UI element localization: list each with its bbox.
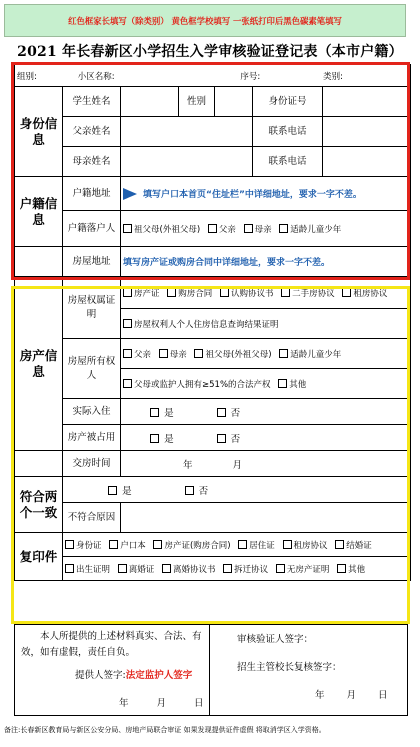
checkbox-icon [281, 288, 290, 297]
mother-name-label: 母亲姓名 [63, 147, 121, 177]
applicant-signature-panel [15, 625, 210, 715]
copies-section: 复印件 [15, 533, 63, 581]
checkbox-icon [217, 434, 226, 443]
ownership-option-rental[interactable]: 租房协议 [342, 287, 387, 299]
owner-option-majority[interactable]: 父母或监护人拥有≥51%的合法产权 [123, 378, 271, 390]
consistency-no-option[interactable]: 否 [185, 483, 209, 497]
ownership-label: 房屋权属证明 [63, 277, 121, 339]
instruction-text: 红色框家长填写（除类别） 黄色框学校填写 一张纸打印后黑色碳素笔填写 [68, 15, 342, 26]
consistency-section: 符合两个一致 [15, 477, 63, 533]
ownership-option-housing-record[interactable]: 房屋权利人个人住房信息查询结果证明 [123, 318, 279, 330]
registration-form [14, 64, 411, 581]
ownership-option-secondhand[interactable]: 二手房协议 [281, 287, 335, 299]
father-phone-field[interactable] [323, 117, 411, 147]
occupied-yes-option[interactable]: 是 [150, 431, 174, 445]
holder-option-child[interactable]: 适龄儿童少年 [279, 223, 341, 235]
house-address-label: 房屋地址 [63, 247, 121, 277]
not-match-field[interactable] [121, 503, 411, 533]
house-address-hint: 填写房产证或购房合同中详细地址，要求一字不差。 [123, 258, 331, 268]
checkbox-icon [65, 564, 74, 573]
occupied-label: 房产被占用 [63, 425, 121, 451]
checkbox-icon [108, 486, 117, 495]
owner-option-other[interactable]: 其他 [278, 378, 306, 390]
checkbox-icon [185, 486, 194, 495]
checkbox-icon [118, 564, 127, 573]
checkbox-icon [283, 540, 292, 549]
copy-option-birth-cert[interactable]: 出生证明 [65, 563, 110, 575]
property-section: 房产信息 [15, 277, 63, 451]
checkbox-icon [153, 540, 162, 549]
checkbox-icon [279, 349, 288, 358]
owner-option-child[interactable]: 适龄儿童少年 [279, 348, 341, 360]
student-name-label: 学生姓名 [63, 87, 121, 117]
occupied-no-option[interactable]: 否 [217, 431, 241, 445]
copy-option-no-property[interactable]: 无房产证明 [276, 563, 330, 575]
checkbox-icon [159, 349, 168, 358]
copy-option-divorce-agreement[interactable]: 离婚协议书 [162, 563, 216, 575]
checkbox-icon [335, 540, 344, 549]
checkbox-icon [65, 540, 74, 549]
gender-field[interactable] [215, 87, 253, 117]
hukou-address-field[interactable] [121, 177, 411, 211]
house-address-field[interactable] [121, 247, 411, 277]
checkbox-icon [278, 379, 287, 388]
father-name-label: 父亲姓名 [63, 117, 121, 147]
father-phone-label: 联系电话 [253, 117, 323, 147]
seq-label: 序号: [240, 71, 261, 82]
copy-option-other[interactable]: 其他 [337, 563, 365, 575]
mother-name-field[interactable] [121, 147, 253, 177]
id-number-field[interactable] [323, 87, 411, 117]
checkbox-icon [208, 224, 217, 233]
group-label: 组别: [17, 71, 37, 82]
actual-no-option[interactable]: 否 [217, 405, 241, 419]
copy-option-marriage[interactable]: 结婚证 [335, 539, 372, 551]
checkbox-icon [109, 540, 118, 549]
hukou-holder-label: 户籍落户人 [63, 211, 121, 247]
form-title: 2021 年长春新区小学招生入学审核验证登记表（本市户籍） [17, 44, 403, 60]
hukou-section: 户籍信息 [15, 177, 63, 247]
checkbox-icon [150, 434, 159, 443]
checkbox-icon [123, 349, 132, 358]
mother-phone-field[interactable] [323, 147, 411, 177]
owner-option-mother[interactable]: 母亲 [159, 348, 187, 360]
actual-yes-option[interactable]: 是 [150, 405, 174, 419]
father-name-field[interactable] [121, 117, 253, 147]
student-name-field[interactable] [121, 87, 179, 117]
checkbox-icon [220, 288, 229, 297]
handover-time-field[interactable]: 年 月 [121, 451, 411, 477]
truth-statement: 本人所提供的上述材料真实、合法、有效，如有虚假，责任自负。 [21, 631, 202, 658]
copy-option-property-cert[interactable]: 房产证(购房合同) [153, 539, 230, 551]
checkbox-icon [123, 319, 132, 328]
checkbox-icon [194, 349, 203, 358]
provider-signature-field[interactable]: 提供人签字:法定监护人签字 [75, 670, 193, 681]
checkbox-icon [217, 408, 226, 417]
holder-option-father[interactable]: 父亲 [208, 223, 236, 235]
community-label: 小区名称: [77, 71, 115, 82]
checkbox-icon [223, 564, 232, 573]
footer-note: 备注:长春新区教育局与新区公安分局、房地产局联合审证 如果发现提供证件虚假 将取消学区入学资格。 [4, 726, 326, 734]
identity-section: 身份信息 [15, 87, 63, 177]
not-match-label: 不符合原因 [63, 503, 121, 533]
checkbox-icon [150, 408, 159, 417]
principal-date[interactable]: 年 月 日 [315, 690, 388, 701]
signature-area [14, 624, 408, 716]
id-number-label: 身份证号 [253, 87, 323, 117]
instruction-banner [4, 4, 406, 37]
ownership-option-contract[interactable]: 购房合同 [167, 287, 212, 299]
hukou-address-hint: 填写户口本首页“住址栏”中详细地址，要求一字不差。 [143, 189, 362, 200]
checkbox-icon [123, 288, 132, 297]
checkbox-icon [276, 564, 285, 573]
owner-option-grandparents[interactable]: 祖父母(外祖父母) [194, 348, 271, 360]
arrow-right-icon [123, 188, 137, 200]
checkbox-icon [123, 379, 132, 388]
hukou-address-label: 户籍地址 [63, 177, 121, 211]
copy-option-rental[interactable]: 租房协议 [283, 539, 328, 551]
checkbox-icon [162, 564, 171, 573]
checkbox-icon [342, 288, 351, 297]
owner-option-father[interactable]: 父亲 [123, 348, 151, 360]
checkbox-icon [244, 224, 253, 233]
mother-phone-label: 联系电话 [253, 147, 323, 177]
ownership-option-subscription[interactable]: 认购协议书 [220, 287, 274, 299]
gender-label: 性别 [179, 87, 215, 117]
checkbox-icon [279, 224, 288, 233]
holder-option-mother[interactable]: 母亲 [244, 223, 272, 235]
actual-residence-label: 实际入住 [63, 399, 121, 425]
checkbox-icon [123, 224, 132, 233]
copy-option-divorce-cert[interactable]: 离婚证 [118, 563, 155, 575]
header-row [15, 65, 411, 87]
consistency-yes-option[interactable]: 是 [108, 483, 132, 497]
copy-option-residence[interactable]: 居住证 [238, 539, 275, 551]
category-label: 类别: [323, 71, 343, 82]
handover-time-label: 交房时间 [63, 451, 121, 477]
checkbox-icon [167, 288, 176, 297]
principal-signature-field[interactable]: 招生主管校长复核签字： [237, 662, 342, 673]
guardian-sign-note: 法定监护人签字 [125, 670, 193, 681]
checkbox-icon [337, 564, 346, 573]
provider-date[interactable]: 年 月 日 [119, 698, 204, 709]
holder-option-grandparents[interactable]: 祖父母(外祖父母) [123, 223, 200, 235]
ownership-option-certificate[interactable]: 房产证 [123, 287, 160, 299]
copy-option-demolition[interactable]: 拆迁协议 [223, 563, 268, 575]
reviewer-signature-field[interactable]: 审核验证人签字： [237, 634, 314, 645]
owner-label: 房屋所有权人 [63, 339, 121, 399]
copy-option-hukou[interactable]: 户口本 [109, 539, 146, 551]
checkbox-icon [238, 540, 247, 549]
copy-option-id-card[interactable]: 身份证 [65, 539, 102, 551]
